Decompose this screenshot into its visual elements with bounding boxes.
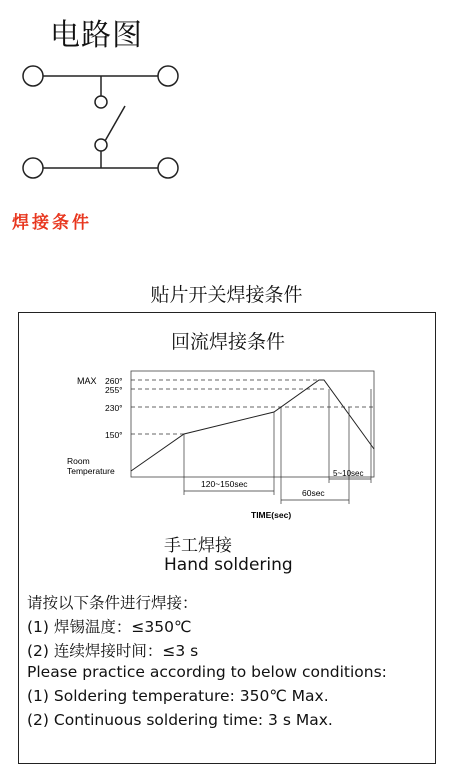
y-label-temperature: Temperature — [67, 466, 115, 476]
reflow-profile-chart — [19, 363, 437, 523]
condition-time-cn: (2) 连续焊接时间：≤3 s — [27, 642, 199, 660]
page-title: 电路图 — [50, 18, 143, 53]
switch-contact-top — [95, 96, 107, 108]
terminal-bottom-right — [158, 158, 178, 178]
terminal-top-left — [23, 66, 43, 86]
chart-frame — [131, 371, 374, 477]
condition-intro-en: Please practice according to below conditions: — [27, 663, 387, 681]
hand-soldering-cn: 手工焊接 — [164, 536, 232, 556]
switch-lever — [105, 106, 125, 141]
condition-time-en: (2) Continuous soldering time: 3 s Max. — [27, 711, 333, 729]
temperature-profile-line — [131, 380, 374, 471]
condition-temp-cn: (1) 焊锡温度：≤350℃ — [27, 618, 192, 636]
condition-temp-en: (1) Soldering temperature: 350℃ Max. — [27, 687, 329, 705]
hand-soldering-en: Hand soldering — [164, 555, 293, 575]
y-label-max: MAX — [77, 376, 97, 386]
y-label-255: 255° — [105, 385, 123, 395]
y-label-260: 260° — [105, 376, 123, 386]
reflow-title: 回流焊接条件 — [170, 331, 285, 353]
circuit-diagram — [18, 58, 188, 188]
weld-conditions-heading: 焊接条件 — [12, 213, 92, 233]
terminal-top-right — [158, 66, 178, 86]
condition-intro-cn: 请按以下条件进行焊接： — [27, 594, 198, 612]
annotation-120-150: 120~150sec — [201, 479, 248, 489]
x-axis-label: TIME(sec) — [251, 510, 292, 520]
annotation-60: 60sec — [302, 488, 325, 498]
switch-contact-bottom — [95, 139, 107, 151]
y-label-230: 230° — [105, 403, 123, 413]
soldering-conditions-box — [18, 312, 436, 764]
annotation-5-10: 5~10sec — [333, 469, 364, 478]
terminal-bottom-left — [23, 158, 43, 178]
smd-soldering-title: 贴片开关焊接条件 — [150, 284, 303, 306]
y-label-150: 150° — [105, 430, 123, 440]
y-label-room: Room — [67, 456, 90, 466]
